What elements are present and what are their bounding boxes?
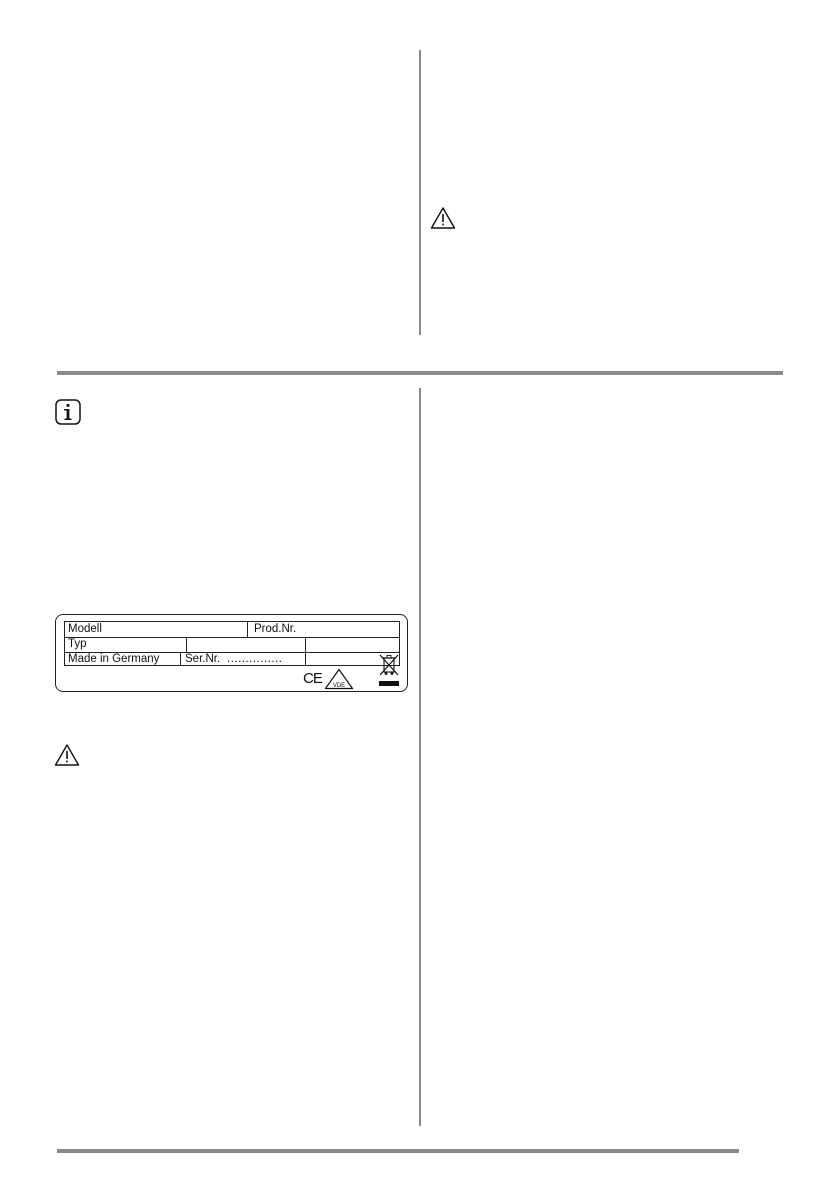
column-divider-top: [419, 50, 421, 335]
ser-nr-value: ...............: [227, 653, 283, 665]
rating-plate: [55, 614, 408, 692]
rating-plate-grid: [64, 621, 400, 666]
warning-triangle-icon: [54, 743, 80, 767]
vde-mark-icon: [324, 668, 354, 690]
vde-mark-text: VDE: [332, 683, 346, 689]
type-label: Typ: [68, 638, 87, 650]
column-divider-bottom: [419, 388, 421, 1126]
model-label: Modell: [68, 623, 102, 635]
origin-text: Made in Germany: [68, 653, 160, 665]
prod-nr-label: Prod.Nr.: [254, 623, 297, 635]
ce-mark: CE: [303, 670, 322, 687]
section-separator: [57, 371, 783, 375]
ser-nr-label: Ser.Nr.: [185, 653, 221, 665]
info-icon: [55, 399, 81, 425]
warning-triangle-icon: [430, 206, 456, 230]
footer-rule: [57, 1149, 739, 1153]
crossed-out-bin-icon: [377, 652, 401, 688]
